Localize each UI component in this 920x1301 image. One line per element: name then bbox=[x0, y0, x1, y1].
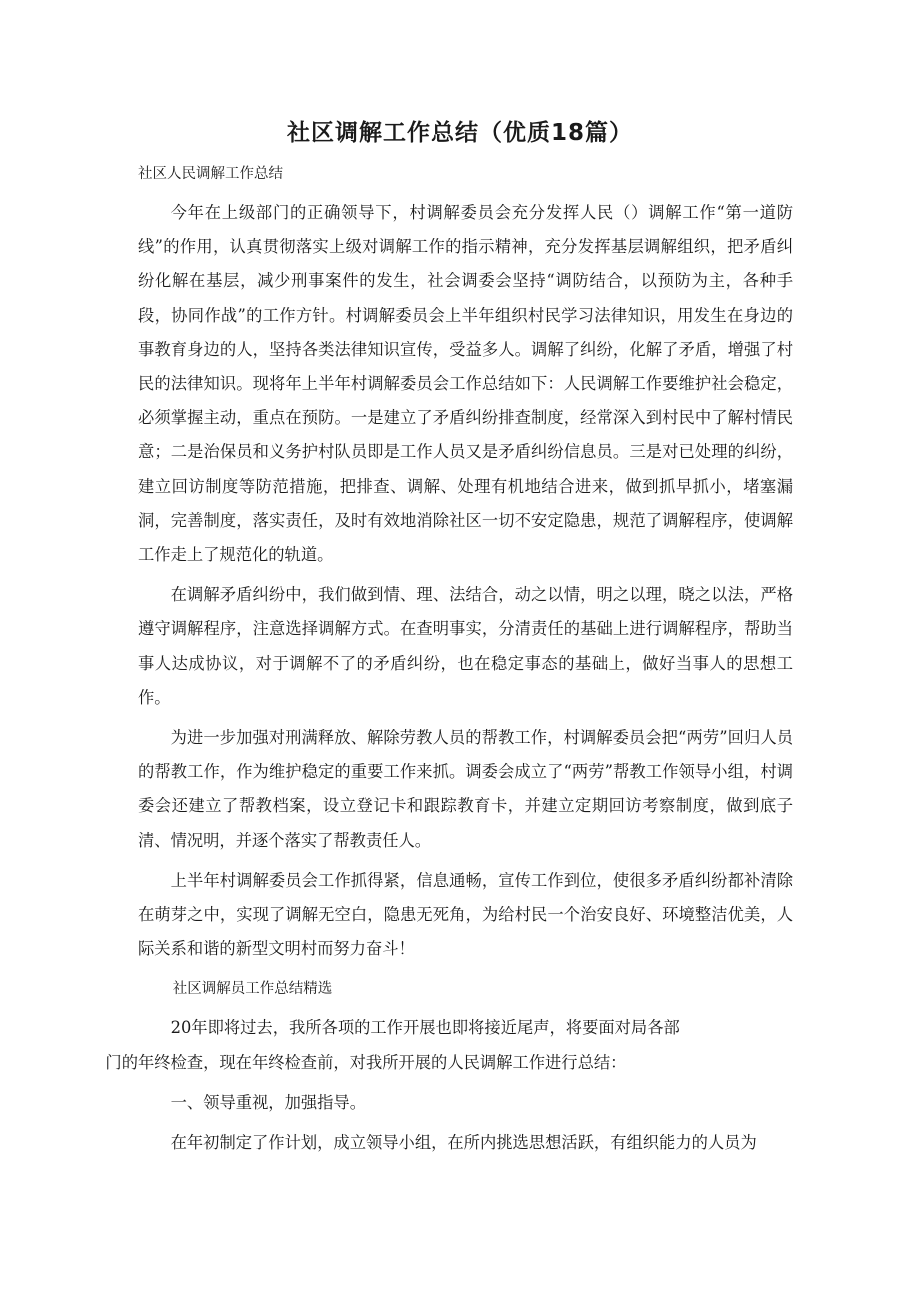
section-point: 一、领导重视，加强指导。 bbox=[170, 1092, 366, 1112]
section-intro-line1: 20年即将过去，我所各项的工作开展也即将接近尾声，将要面对局各部 bbox=[170, 1018, 680, 1038]
section-heading: 社区调解员工作总结精选 bbox=[172, 981, 333, 998]
document-subtitle: 社区人民调解工作总结 bbox=[138, 166, 283, 182]
section-intro bbox=[105, 1011, 793, 1079]
document-title: 社区调解工作总结（优质18篇） bbox=[286, 120, 633, 146]
paragraph: 今年在上级部门的正确领导下，村调解委员会充分发挥人民（）调解工作“第一道防线”的作用，认真贯彻落实上级对调解工作的指示精神，充分发挥基层调解组织，把矛盾纠纷化解在基层，减少刑事案件的发生，社会调委会坚持“调防结合，以预防为主，各种手段，协同作战”的工作方针。村调解委员会上半年组织村民学习法律知识，用发生在身边的事教育身边的人，坚持各类法律知识宣传，受益多人。调解了纠纷，化解了矛盾，增强了村民的法律知识。现将年上半年村调解委员会工作总结如下：人民调解工作要维护社会稳定，必须掌握主动，重点在预防。一是建立了矛盾纠纷排查制度，经常深入到村民中了解村情民意；二是治保员和义务护村队员即是工作人员又是矛盾纠纷信息员。三是对已处理的纠纷，建立回访制度等防范措施，把排查、调解、处理有机地结合进来，做到抓早抓小，堵塞漏洞，完善制度，落实责任，及时有效地消除社区一切不安定隐患，规范了调解程序，使调解工作走上了规范化的轨道。 bbox=[138, 203, 793, 565]
document-body bbox=[105, 196, 793, 1166]
paragraph: 在年初制定了作计划，成立领导小组，在所内挑选思想活跃，有组织能力的人员为 bbox=[170, 1133, 757, 1153]
paragraph: 为进一步加强对刑满释放、解除劳教人员的帮教工作，村调解委员会把“两劳”回归人员的帮教工作，作为维护稳定的重要工作来抓。调委会成立了“两劳”帮教工作领导小组，村调委会还建立了帮教档案，设立登记卡和跟踪教育卡，并建立定期回访考察制度，做到底子清、情况明，并逐个落实了帮教责任人。 bbox=[138, 728, 793, 850]
paragraph: 在调解矛盾纠纷中，我们做到情、理、法结合，动之以情，明之以理，晓之以法，严格遵守调解程序，注意选择调解方式。在查明事实，分清责任的基础上进行调解程序，帮助当事人达成协议，对于调解不了的矛盾纠纷，也在稳定事态的基础上，做好当事人的思想工作。 bbox=[138, 585, 793, 707]
section-intro-line2: 门的年终检查，现在年终检查前，对我所开展的人民调解工作进行总结： bbox=[105, 1052, 627, 1072]
paragraph: 上半年村调解委员会工作抓得紧，信息通畅，宣传工作到位，使很多矛盾纠纷都补清除在萌芽之中，实现了调解无空白，隐患无死角，为给村民一个治安良好、环境整洁优美，人际关系和谐的新型文明村而努力奋斗！ bbox=[138, 870, 793, 959]
